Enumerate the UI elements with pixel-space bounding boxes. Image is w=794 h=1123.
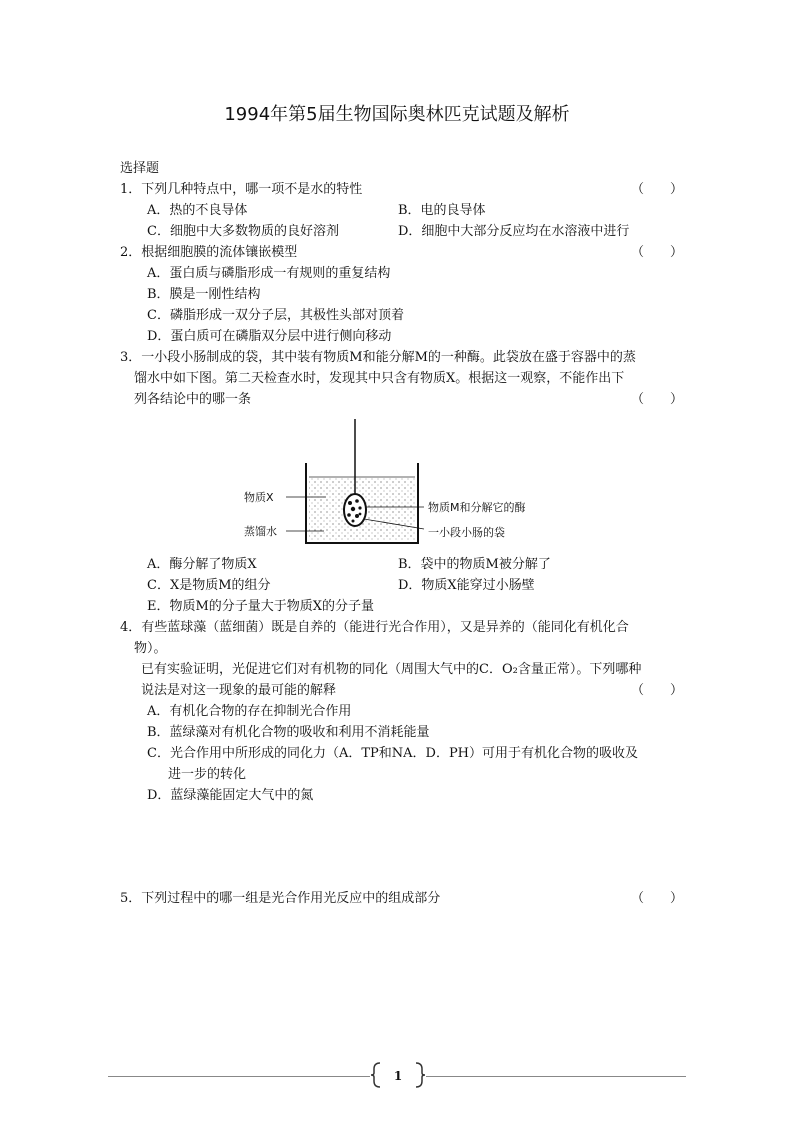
footer-rule-left	[108, 1076, 370, 1077]
label-distilled-water: 蒸馏水	[244, 525, 277, 538]
q3-figure	[236, 415, 576, 555]
label-intestine-bag: 一小段小肠的袋	[428, 526, 505, 539]
q3-stem-line3: 列各结论中的哪一条	[134, 392, 252, 407]
q3-answer-blank[interactable]: （ ）	[631, 392, 684, 407]
q4-stem-line3: 已有实验证明，光促进它们对有机物的同化（周围大气中的C．O₂含量正常）。下列哪种	[141, 662, 642, 677]
q4-option-a: A．有机化合物的存在抑制光合作用	[147, 704, 352, 719]
q5-stem: 5．下列过程中的哪一组是光合作用光反应中的组成部分	[120, 891, 441, 906]
q3-option-d: D．物质X能穿过小肠壁	[398, 578, 535, 593]
q1-answer-blank[interactable]: （ ）	[631, 182, 684, 197]
q5-answer-blank[interactable]: （ ）	[631, 891, 684, 906]
q1-option-d: D．细胞中大部分反应均在水溶液中进行	[398, 224, 630, 239]
q4-option-b: B．蓝绿藻对有机化合物的吸收和利用不消耗能量	[147, 725, 430, 740]
q3-option-a: A．酶分解了物质X	[147, 557, 257, 572]
label-substance-x: 物质X	[244, 491, 274, 504]
q2-stem: 2．根据细胞膜的流体镶嵌模型	[120, 245, 298, 260]
q4-option-c-line1: C．光合作用中所形成的同化力（A．TP和NA．D．PH）可用于有机化合物的吸收及	[147, 746, 639, 761]
q4-stem-line2: 物）。	[134, 641, 167, 656]
q2-option-d: D．蛋白质可在磷脂双分层中进行侧向移动	[147, 329, 392, 344]
q4-answer-blank[interactable]: （ ）	[631, 683, 684, 698]
label-substance-m-enzyme: 物质M和分解它的酶	[428, 501, 526, 514]
section-heading: 选择题	[120, 161, 160, 176]
q3-option-b: B．袋中的物质M被分解了	[398, 557, 551, 572]
q2-option-c: C．磷脂形成一双分子层，其极性头部对顶着	[147, 308, 404, 323]
q1-option-c: C．细胞中大多数物质的良好溶剂	[147, 224, 339, 239]
q2-option-a: A．蛋白质与磷脂形成一有规则的重复结构	[147, 266, 391, 281]
q1-stem: 1．下列几种特点中，哪一项不是水的特性	[120, 182, 363, 197]
q2-option-b: B．膜是一刚性结构	[147, 287, 261, 302]
q3-option-c: C．X是物质M的组分	[147, 578, 271, 593]
q4-stem-line4: 说法是对这一现象的最可能的解释	[141, 683, 337, 698]
intestine-bag	[344, 494, 366, 526]
page-number: 1	[393, 1069, 403, 1083]
q4-stem-line1: 4．有些蓝球藻（蓝细菌）既是自养的（能进行光合作用），又是异养的（能同化有机化合	[120, 620, 629, 635]
q2-answer-blank[interactable]: （ ）	[631, 245, 684, 260]
page-title: 1994年第5届生物国际奥林匹克试题及解析	[224, 104, 570, 125]
q4-option-c-line2: 进一步的转化	[168, 767, 247, 782]
q3-option-e: E．物质M的分子量大于物质X的分子量	[147, 599, 375, 614]
q3-stem-line2: 馏水中如下图。第二天检查水时，发现其中只含有物质X。根据这一观察，不能作出下	[134, 371, 625, 386]
q1-option-b: B．电的良导体	[398, 203, 486, 218]
page-number-frame	[370, 1061, 426, 1089]
q4-option-d: D．蓝绿藻能固定大气中的氮	[147, 788, 314, 803]
footer-rule-right	[426, 1076, 686, 1077]
q1-option-a: A．热的不良导体	[147, 203, 248, 218]
q3-stem-line1: 3．一小段小肠制成的袋，其中装有物质M和能分解M的一种酶。此袋放在盛于容器中的蒸	[120, 350, 636, 365]
